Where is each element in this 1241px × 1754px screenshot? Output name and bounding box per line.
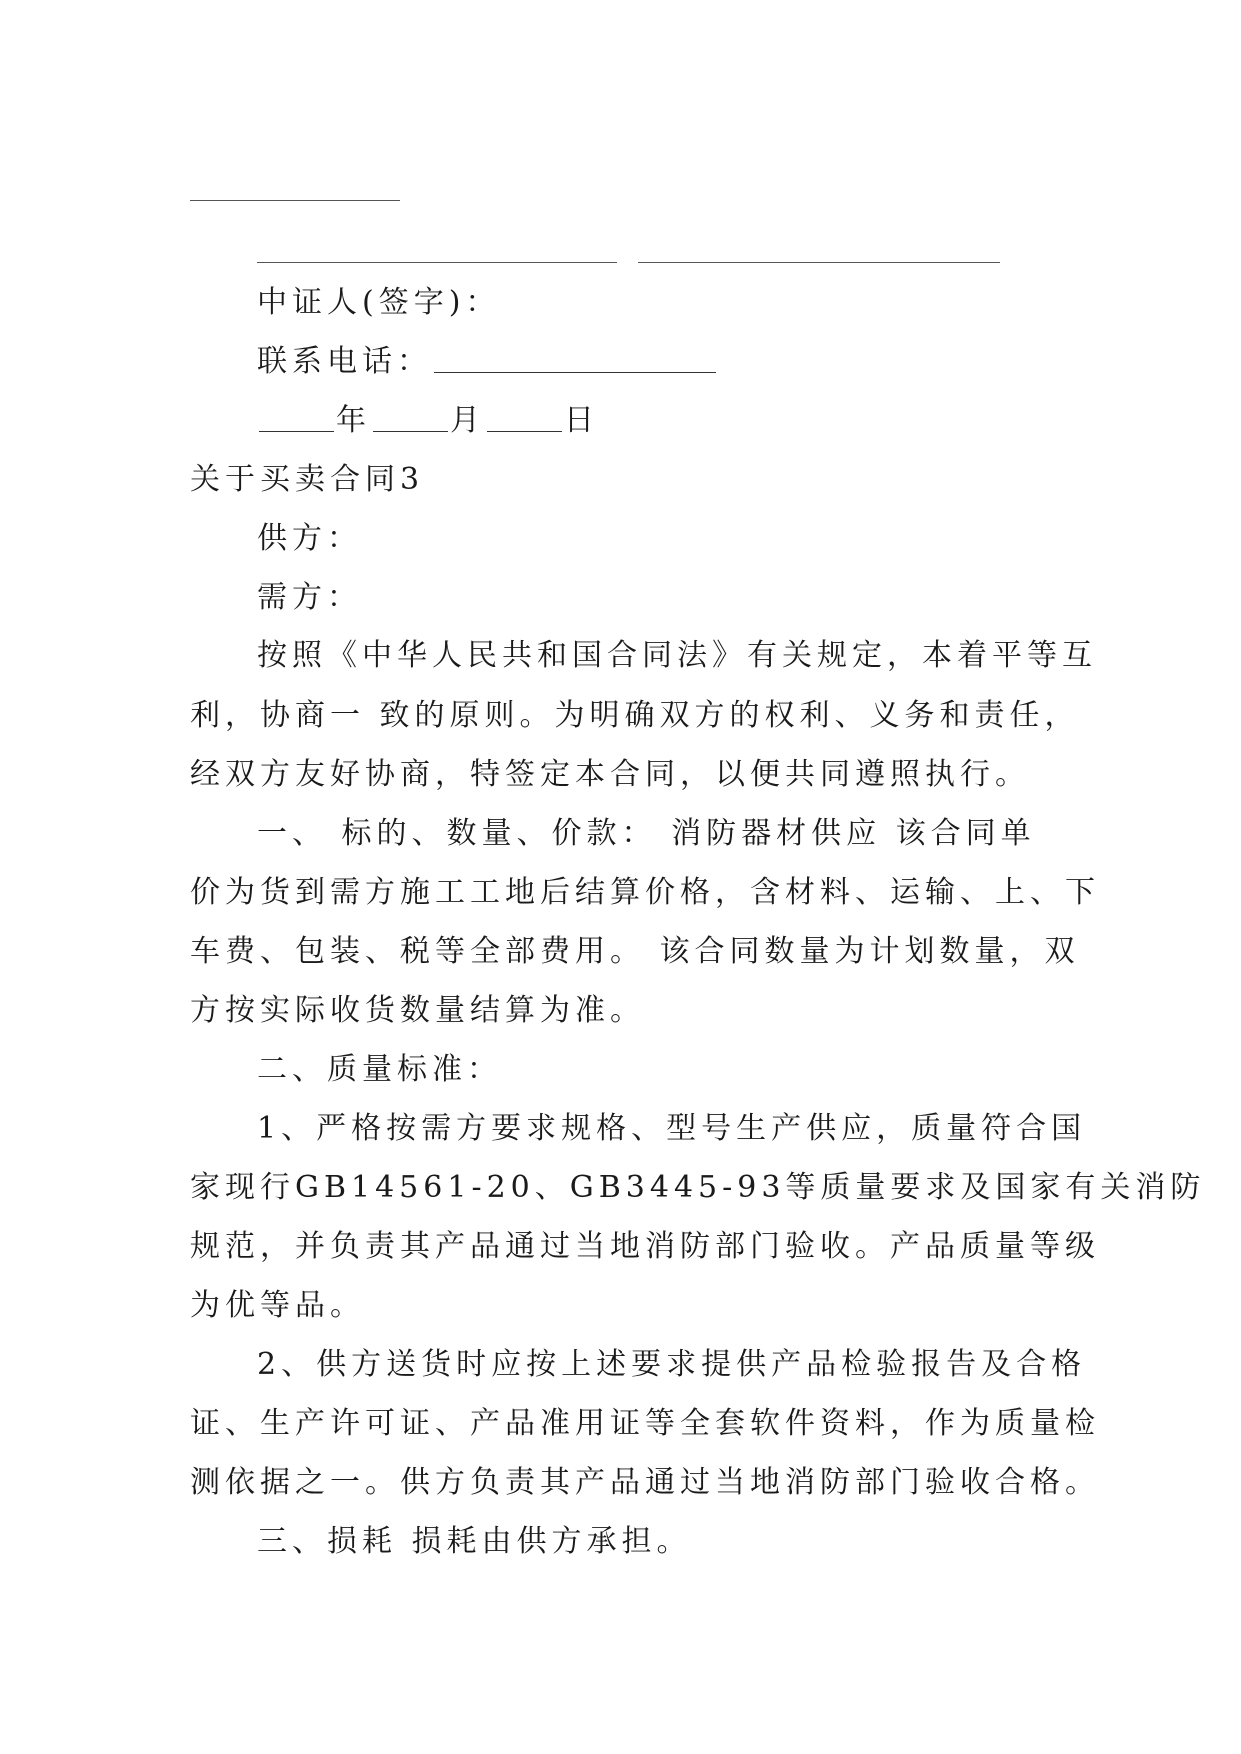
signature-blank-right xyxy=(638,262,1000,263)
witness-signature-label: 中证人(签字)： xyxy=(257,285,501,320)
section1-line: 价为货到需方施工工地后结算价格，含材料、运输、上、下 xyxy=(190,875,1100,910)
contact-phone-label: 联系电话： xyxy=(257,344,432,379)
date-month-blank xyxy=(373,403,448,432)
signature-blank-left xyxy=(257,262,617,263)
date-day-blank xyxy=(487,403,562,432)
section2-item2-line: 2、供方送货时应按上述要求提供产品检验报告及合格 xyxy=(257,1347,1087,1382)
contact-phone-blank xyxy=(434,344,716,373)
buyer-label: 需方： xyxy=(257,580,362,615)
section1-line: 车费、包装、税等全部费用。 该合同数量为计划数量，双 xyxy=(190,934,1080,969)
date-line: 年 月 日 xyxy=(257,401,1137,441)
contract-title: 关于买卖合同3 xyxy=(190,462,425,497)
contact-phone-line xyxy=(257,342,1137,382)
section2-item2-line: 测依据之一。供方负责其产品通过当地消防部门验收合格。 xyxy=(190,1465,1100,1500)
intro-line: 利，协商一 致的原则。为明确双方的权利、义务和责任， xyxy=(190,698,1080,733)
date-year-blank xyxy=(259,403,334,432)
section2-heading: 二、质量标准： xyxy=(257,1052,502,1087)
section1-line: 方按实际收货数量结算为准。 xyxy=(190,993,645,1028)
section1-line: 一、 标的、数量、价款： 消防器材供应 该合同单 xyxy=(257,816,1036,851)
intro-line: 按照《中华人民共和国合同法》有关规定，本着平等互 xyxy=(257,638,1097,673)
section2-item2-line: 证、生产许可证、产品准用证等全套软件资料，作为质量检 xyxy=(190,1406,1100,1441)
supplier-label: 供方： xyxy=(257,521,362,556)
section2-item1-line: 规范，并负责其产品通过当地消防部门验收。产品质量等级 xyxy=(190,1229,1100,1264)
section2-item1-line: 1、严格按需方要求规格、型号生产供应，质量符合国 xyxy=(257,1111,1087,1146)
signature-blank-top xyxy=(190,200,400,201)
section2-item1-line: 为优等品。 xyxy=(190,1288,365,1323)
intro-line: 经双方友好协商，特签定本合同，以便共同遵照执行。 xyxy=(190,757,1030,792)
section3-line: 三、损耗 损耗由供方承担。 xyxy=(257,1524,692,1559)
section2-item1-line: 家现行GB14561-20、GB3445-93等质量要求及国家有关消防 xyxy=(190,1170,1206,1205)
